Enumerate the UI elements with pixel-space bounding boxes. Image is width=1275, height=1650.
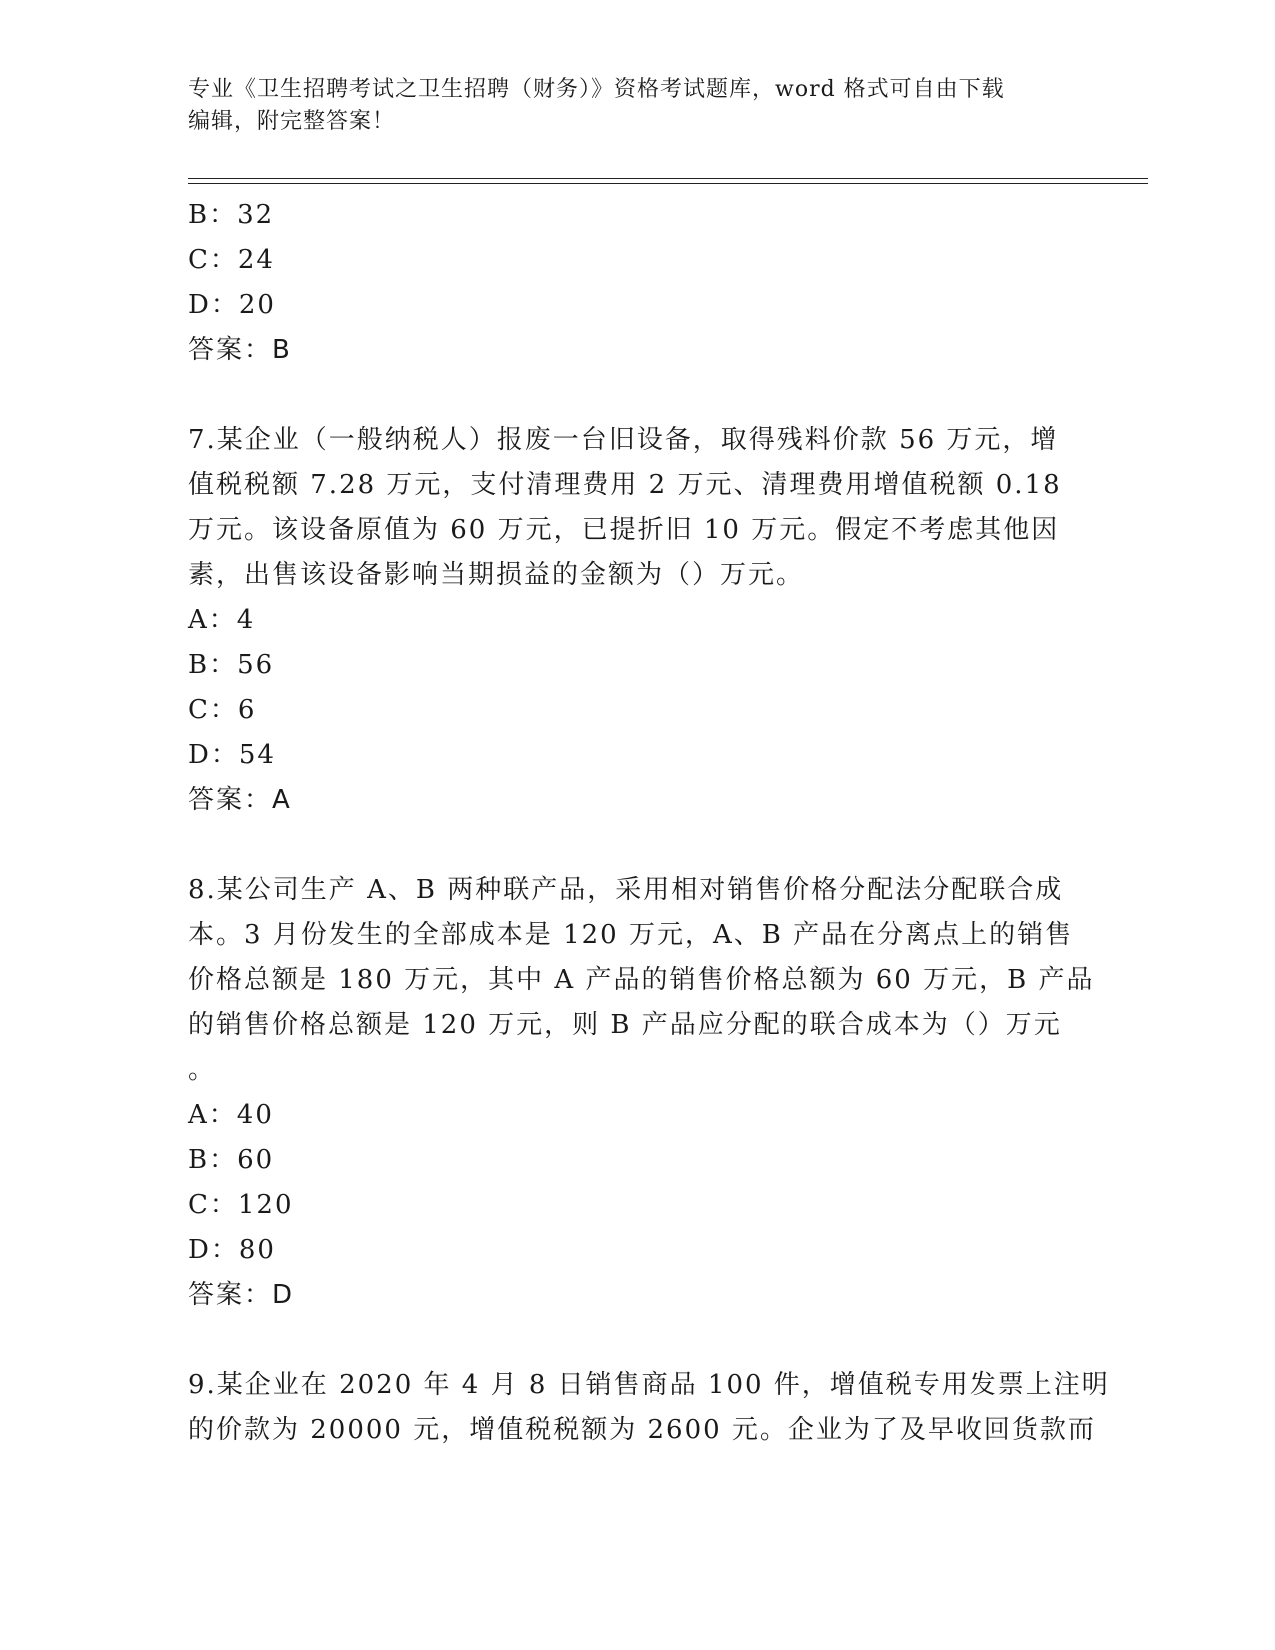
option-c: C：120 [188, 1190, 294, 1220]
option-a: A：40 [188, 1100, 274, 1130]
question-stem [188, 418, 1068, 598]
option-d: D：54 [188, 740, 276, 770]
answer: 答案：B [188, 335, 292, 365]
option-b: B：60 [188, 1145, 275, 1175]
option-d: D：20 [188, 290, 276, 320]
answer: 答案：D [188, 1280, 295, 1310]
option-c: C：24 [188, 245, 275, 275]
stem-line: 值税税额 7.28 万元，支付清理费用 2 万元、清理费用增值税额 0.18 [188, 470, 1062, 500]
header-divider-top [188, 178, 1148, 179]
question-content [188, 193, 1110, 1453]
option-c: C：6 [188, 695, 257, 725]
header-line-1: 专业《卫生招聘考试之卫生招聘（财务）》资格考试题库，word 格式可自由下载 [188, 77, 1005, 102]
header-line-2: 编辑，附完整答案！ [188, 109, 396, 134]
stem-line: 价格总额是 180 万元，其中 A 产品的销售价格总额为 60 万元，B 产品 [188, 965, 1095, 995]
question-stem [188, 1363, 1110, 1453]
question-stem [188, 868, 1095, 1093]
stem-line: 9.某企业在 2020 年 4 月 8 日销售商品 100 件，增值税专用发票上注明 [188, 1370, 1110, 1400]
stem-line: 。 [188, 1055, 217, 1085]
option-b: B：32 [188, 200, 275, 230]
stem-line: 的价款为 20000 元，增值税税额为 2600 元。企业为了及早收回货款而 [188, 1415, 1096, 1445]
header-divider-bottom [188, 183, 1148, 184]
stem-line: 万元。该设备原值为 60 万元，已提折旧 10 万元。假定不考虑其他因 [188, 515, 1060, 545]
answer: 答案：A [188, 785, 292, 815]
question-6-continued [188, 193, 1068, 373]
question-7 [188, 418, 1068, 823]
stem-line: 的销售价格总额是 120 万元，则 B 产品应分配的联合成本为（）万元 [188, 1010, 1062, 1040]
stem-line: 8.某公司生产 A、B 两种联产品，采用相对销售价格分配法分配联合成 [188, 875, 1064, 905]
stem-line: 本。3 月份发生的全部成本是 120 万元，A、B 产品在分离点上的销售 [188, 920, 1074, 950]
stem-line: 素，出售该设备影响当期损益的金额为（）万元。 [188, 560, 805, 590]
option-a: A：4 [188, 605, 256, 635]
question-8 [188, 868, 1095, 1318]
option-b: B：56 [188, 650, 275, 680]
stem-line: 7.某企业（一般纳税人）报废一台旧设备，取得残料价款 56 万元，增 [188, 425, 1059, 455]
document-header [188, 74, 1088, 138]
question-9 [188, 1363, 1110, 1453]
option-d: D：80 [188, 1235, 276, 1265]
